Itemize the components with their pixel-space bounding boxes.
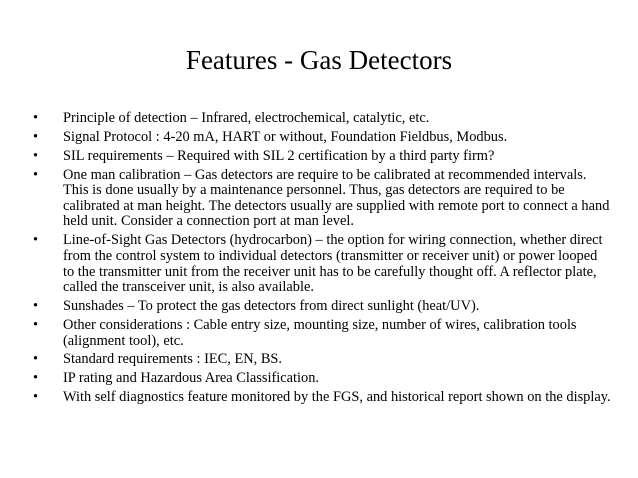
bullet-text: Signal Protocol : 4-20 mA, HART or without, Foundation Fieldbus, Modbus. (63, 128, 508, 145)
bullet-text: SIL requirements – Required with SIL 2 certification by a third party firm? (63, 147, 495, 164)
bullet-item (33, 318, 611, 349)
bullet-marker: • (33, 351, 39, 368)
bullet-item (33, 352, 611, 368)
bullet-marker: • (33, 232, 39, 249)
bullet-marker: • (33, 110, 39, 126)
bullet-marker: • (33, 316, 39, 333)
bullet-list (33, 111, 611, 409)
bullet-item (33, 371, 611, 387)
bullet-text: With self diagnostics feature monitored by the FGS, and historical report shown on the display. (63, 389, 611, 406)
bullet-item (33, 168, 611, 230)
bullet-text: Line-of-Sight Gas Detectors (hydrocarbon) – the option for wiring connection, whether direct from the control system to individual detectors (transmitter or receiver unit) or power looped to the transmitter unit from the receiver unit has to be carefully thought off. A reflector plate, called the transceiver unit, is also available. (63, 232, 603, 296)
bullet-marker: • (33, 147, 39, 164)
bullet-marker: • (33, 389, 39, 406)
bullet-text: One man calibration – Gas detectors are require to be calibrated at recommended intervals. This is done usually by a maintenance personnel. Thus, gas detectors are required to be calibrated at man height. The detectors usually are supplied with remote port to connect a hand held unit. Consider a connection port at man level. (63, 166, 610, 230)
bullet-text: Standard requirements : IEC, EN, BS. (63, 351, 283, 368)
bullet-marker: • (33, 298, 39, 315)
bullet-item (33, 130, 611, 146)
slide-title: Features - Gas Detectors (185, 45, 453, 75)
bullet-marker: • (33, 128, 39, 145)
bullet-text: Sunshades – To protect the gas detectors from direct sunlight (heat/UV). (63, 298, 480, 315)
bullet-text: Other considerations : Cable entry size, mounting size, number of wires, calibration tools (alignment tool), etc. (63, 316, 577, 349)
bullet-item (33, 299, 611, 315)
bullet-marker: • (33, 370, 39, 387)
bullet-item (33, 233, 611, 295)
bullet-item (33, 390, 611, 406)
bullet-marker: • (33, 166, 39, 183)
bullet-item (33, 149, 611, 165)
bullet-text: IP rating and Hazardous Area Classification. (63, 370, 320, 387)
bullet-item (33, 111, 611, 127)
bullet-text: Principle of detection – Infrared, electrochemical, catalytic, etc. (63, 110, 430, 126)
